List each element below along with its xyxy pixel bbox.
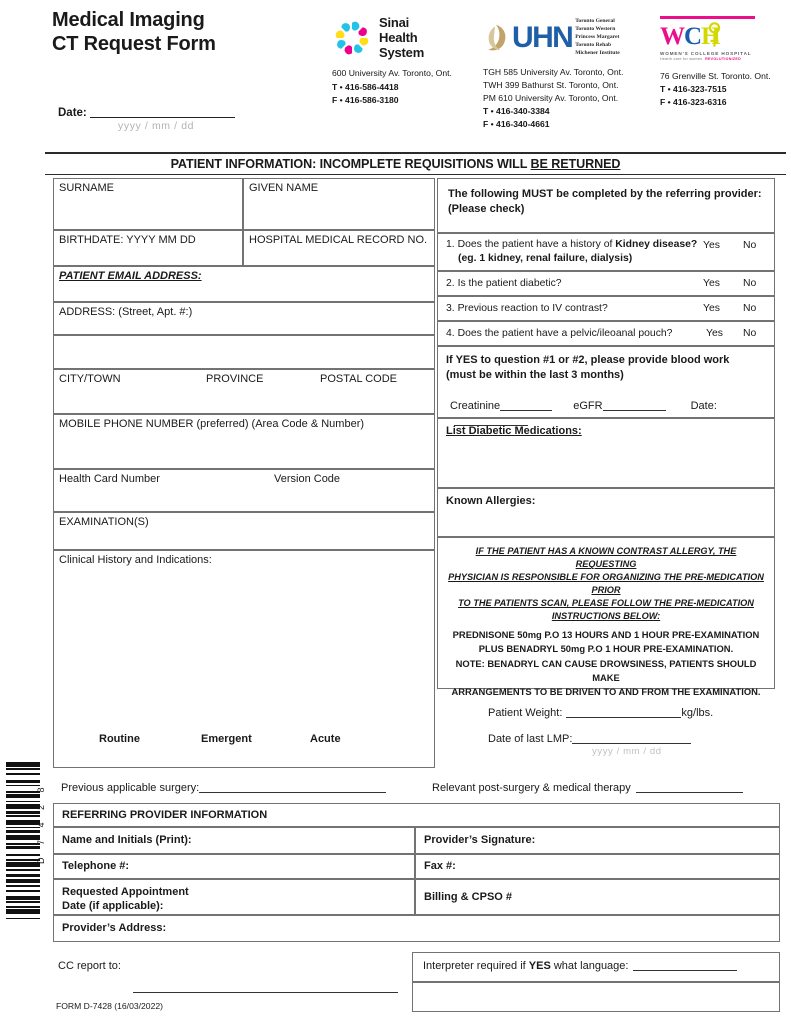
form-number: FORM D-7428 (16/03/2022) [56,1001,163,1011]
bloodwork-line-1: If YES to question #1 or #2, please provide blood work [446,354,730,366]
date-label: Date: [58,107,87,119]
field-clinical-history[interactable] [53,550,435,768]
egfr-input[interactable] [603,400,666,411]
uhn-logo-block [483,18,623,131]
field-given-name[interactable] [243,178,435,230]
previous-surgery-input[interactable] [199,782,386,793]
label-appointment-line-2: Date (if applicable): [62,900,164,913]
question-2-yes[interactable]: Yes [703,278,720,289]
post-surgery-row [432,782,743,794]
label-provider-signature: Provider’s Signature: [424,834,536,846]
label-address: ADDRESS: (Street, Apt. #:) [59,306,193,318]
referring-provider-heading-text: REFERRING PROVIDER INFORMATION [62,809,268,821]
question-row-1[interactable] [437,233,775,271]
wch-tagline-accent: REVOLUTIONIZED [705,57,742,61]
wch-letter-h: H [701,23,720,50]
uhn-sub-2: Toronto Western [575,25,616,32]
wch-tagline-primary: WOMEN'S COLLEGE HOSPITAL [660,51,752,56]
allergy-warning-3: TO THE PATIENTS SCAN, PLEASE FOLLOW THE PRE-MEDICATION [458,598,754,609]
label-mobile-phone: MOBILE PHONE NUMBER (preferred) (Area Code & Number) [59,418,365,430]
uhn-leaf-icon [483,23,509,53]
cc-report-label [58,960,121,972]
uhn-hospital-list [575,18,620,58]
uhn-sub-5: Michener Institute [575,49,620,56]
wch-tagline-plain: Health care for women. [660,57,706,61]
question-4-number: 4. [446,328,455,339]
uhn-address-3: PM 610 University Av. Toronto, Ont. [483,92,619,103]
allergy-warning-text [448,545,764,623]
barcode-label: D 7 4 2 8 [36,782,46,864]
lmp-row [488,733,691,757]
uhn-sub-1: Toronto General [575,18,615,24]
label-hospital-mrn: HOSPITAL MEDICAL RECORD NO. [249,234,428,246]
question-2-no[interactable]: No [743,278,757,289]
question-3-label: Previous reaction to IV contrast? [457,303,608,314]
known-allergies-label: Known Allergies: [446,495,536,507]
question-4-no[interactable]: No [743,328,757,339]
wch-phone: T • 416-323-7515 [660,84,727,95]
field-address[interactable] [53,302,435,335]
banner-text: PATIENT INFORMATION: INCOMPLETE REQUISITIONS WILL [170,157,531,171]
banner-text-underlined: BE RETURNED [530,157,621,171]
question-4-yes[interactable]: Yes [706,328,723,339]
question-1-subtext: (eg. 1 kidney, renal failure, dialysis) [458,252,633,264]
question-1-keyword: Kidney disease? [615,239,698,250]
question-1-no[interactable]: No [743,240,757,251]
date-format-hint: yyyy / mm / dd [118,120,195,132]
question-3-yes[interactable]: Yes [703,303,720,314]
lmp-input[interactable] [572,733,691,744]
weight-unit-label: kg/lbs. [681,707,714,719]
uhn-address-1: TGH 585 University Av. Toronto, Ont. [483,66,624,77]
provider-intro-text: The following MUST be completed by the referring provider: (Please check) [448,188,762,215]
label-version-code: Version Code [274,473,341,485]
sinai-address-block [332,67,452,106]
interpreter-notes-field[interactable] [412,982,780,1012]
label-provider-name: Name and Initials (Print): [62,834,192,846]
field-billing-cpso[interactable] [415,879,780,915]
label-provider-fax: Fax #: [424,860,456,872]
post-surgery-label: Relevant post-surgery & medical therapy [432,782,631,794]
label-given-name: GIVEN NAME [249,182,319,194]
field-patient-email[interactable] [53,266,435,302]
field-mobile-phone[interactable] [53,414,435,469]
uhn-address-2: TWH 399 Bathurst St. Toronto, Ont. [483,79,619,90]
label-examinations: EXAMINATION(S) [59,516,149,528]
wch-address-block [660,70,771,109]
date-field-group [58,106,235,132]
wch-logo-block [660,16,771,109]
banner-divider [45,174,786,175]
question-1-number: 1. [446,239,455,250]
label-health-card: Health Card Number [59,473,160,485]
sinai-name-3: System [379,44,425,60]
lmp-format-hint: yyyy / mm / dd [592,746,662,757]
field-provider-signature[interactable] [415,827,780,854]
field-surname[interactable] [53,178,243,230]
priority-acute[interactable]: Acute [310,733,341,745]
field-provider-fax[interactable] [415,854,780,879]
label-appointment-line-1: Requested Appointment [62,886,189,898]
field-hospital-mrn[interactable] [243,230,435,266]
allergy-warning-1: IF THE PATIENT HAS A KNOWN CONTRAST ALLERGY, THE REQUESTING [475,546,737,570]
label-birthdate: BIRTHDATE: YYYY MM DD [59,234,196,246]
diabetic-medications-label: List Diabetic Medications: [446,425,582,437]
allergy-warning-2: PHYSICIAN IS RESPONSIBLE FOR ORGANIZING THE PRE-MEDICATION PRIOR [448,572,764,596]
lmp-label: Date of last LMP: [488,733,573,745]
sinai-phone: T • 416-586-4418 [332,81,399,92]
question-row-2[interactable] [437,271,775,296]
sinai-name-2: Health [379,29,418,45]
uhn-sub-4: Toronto Rehab [575,41,612,48]
patient-weight-row [488,707,713,719]
field-examinations[interactable] [53,512,435,550]
sinai-name-1: Sinai [379,15,410,30]
premedication-line-4: ARRANGEMENTS TO BE DRIVEN TO AND FROM THE EXAMINATION. [451,685,761,697]
question-row-3[interactable] [437,296,775,321]
referring-provider-heading [53,803,780,827]
egfr-label: eGFR [573,400,603,412]
interpreter-label-before: Interpreter required if [423,960,529,972]
post-surgery-input[interactable] [636,782,743,793]
premedication-instructions [448,628,764,699]
header-divider [45,152,786,154]
field-city-province-postal[interactable] [53,369,435,414]
priority-emergent[interactable]: Emergent [201,733,252,745]
uhn-address-block [483,66,623,131]
wch-fax: F • 416-323-6316 [660,97,727,108]
field-provider-telephone[interactable] [53,854,415,879]
patient-weight-label: Patient Weight: [488,707,563,719]
label-province: PROVINCE [206,373,264,385]
sinai-address: 600 University Av. Toronto, Ont. [332,68,452,79]
interpreter-language-input[interactable] [633,960,737,971]
page-title [52,8,216,57]
field-provider-name[interactable] [53,827,415,854]
date-input-line[interactable] [90,106,235,118]
wch-wordmark [660,22,771,49]
label-patient-email: PATIENT EMAIL ADDRESS: [59,270,202,282]
known-allergies-field[interactable] [437,488,775,537]
sinai-wordmark [379,16,424,60]
wch-tagline-secondary [660,57,771,61]
label-provider-telephone: Telephone #: [62,860,130,872]
label-postal-code: POSTAL CODE [320,373,398,385]
interpreter-field[interactable] [412,952,780,982]
uhn-phone: T • 416-340-3384 [483,105,550,116]
wch-address: 76 Grenville St. Toronto. Ont. [660,71,771,81]
cc-report-text: CC report to: [58,960,121,972]
field-requested-appointment[interactable] [53,879,415,915]
allergy-premedication-notice [437,537,775,697]
bloodwork-line-2: (must be within the last 3 months) [446,368,624,381]
sinai-health-logo-block [332,16,452,107]
sinai-petal-icon [332,18,372,58]
form-header [0,0,791,150]
label-provider-address: Provider’s Address: [62,922,167,934]
question-row-4[interactable] [437,321,775,346]
uhn-fax: F • 416-340-4661 [483,118,550,129]
bloodwork-date-label: Date: [690,400,717,412]
premedication-line-3: NOTE: BENADRYL CAN CAUSE DROWSINESS, PATIENTS SHOULD MAKE [455,657,757,683]
creatinine-input[interactable] [500,400,552,411]
wch-accent-bar [660,16,755,19]
interpreter-label-yes: YES [528,960,551,972]
title-line-1: Medical Imaging [52,9,205,31]
question-2-number: 2. [446,278,455,289]
label-city: CITY/TOWN [59,373,121,385]
wch-letter-c: C [684,23,702,50]
allergy-warning-4: INSTRUCTIONS BELOW: [551,611,661,622]
question-4-label: Does the patient have a pelvic/ileoanal pouch? [457,328,673,339]
interpreter-label-after: what language: [550,960,629,972]
priority-routine[interactable]: Routine [99,733,140,745]
field-birthdate[interactable] [53,230,243,266]
uhn-sub-3: Princess Margaret [575,33,620,40]
creatinine-label: Creatinine [450,400,501,412]
previous-surgery-row [61,782,386,794]
question-1-label: Does the patient have a history of [457,239,616,250]
field-address-line2[interactable] [53,335,435,369]
label-clinical-history: Clinical History and Indications: [59,554,212,566]
cc-report-input-line[interactable] [133,992,398,993]
previous-surgery-label: Previous applicable surgery: [61,782,200,794]
wch-letter-w: W [660,23,684,50]
premedication-line-1: PREDNISONE 50mg P.O 13 HOURS AND 1 HOUR PRE-EXAMINATION [452,629,760,641]
label-surname: SURNAME [59,182,115,194]
bloodwork-instructions [437,346,775,418]
title-line-2: CT Request Form [52,33,216,56]
question-1-yes[interactable]: Yes [703,240,720,251]
question-3-number: 3. [446,303,455,314]
field-provider-address[interactable] [53,915,780,942]
field-health-card[interactable] [53,469,435,512]
premedication-line-2: PLUS BENADRYL 50mg P.O 1 HOUR PRE-EXAMINATION. [478,643,734,655]
sinai-fax: F • 416-586-3180 [332,94,399,105]
patient-information-banner [0,157,791,171]
patient-weight-input[interactable] [566,707,681,718]
provider-intro [437,178,775,233]
label-billing-cpso: Billing & CPSO # [424,891,513,903]
diabetic-medications-field[interactable] [437,418,775,488]
uhn-wordmark: UHN [512,20,573,54]
question-3-no[interactable]: No [743,303,757,314]
question-2-label: Is the patient diabetic? [457,278,562,289]
